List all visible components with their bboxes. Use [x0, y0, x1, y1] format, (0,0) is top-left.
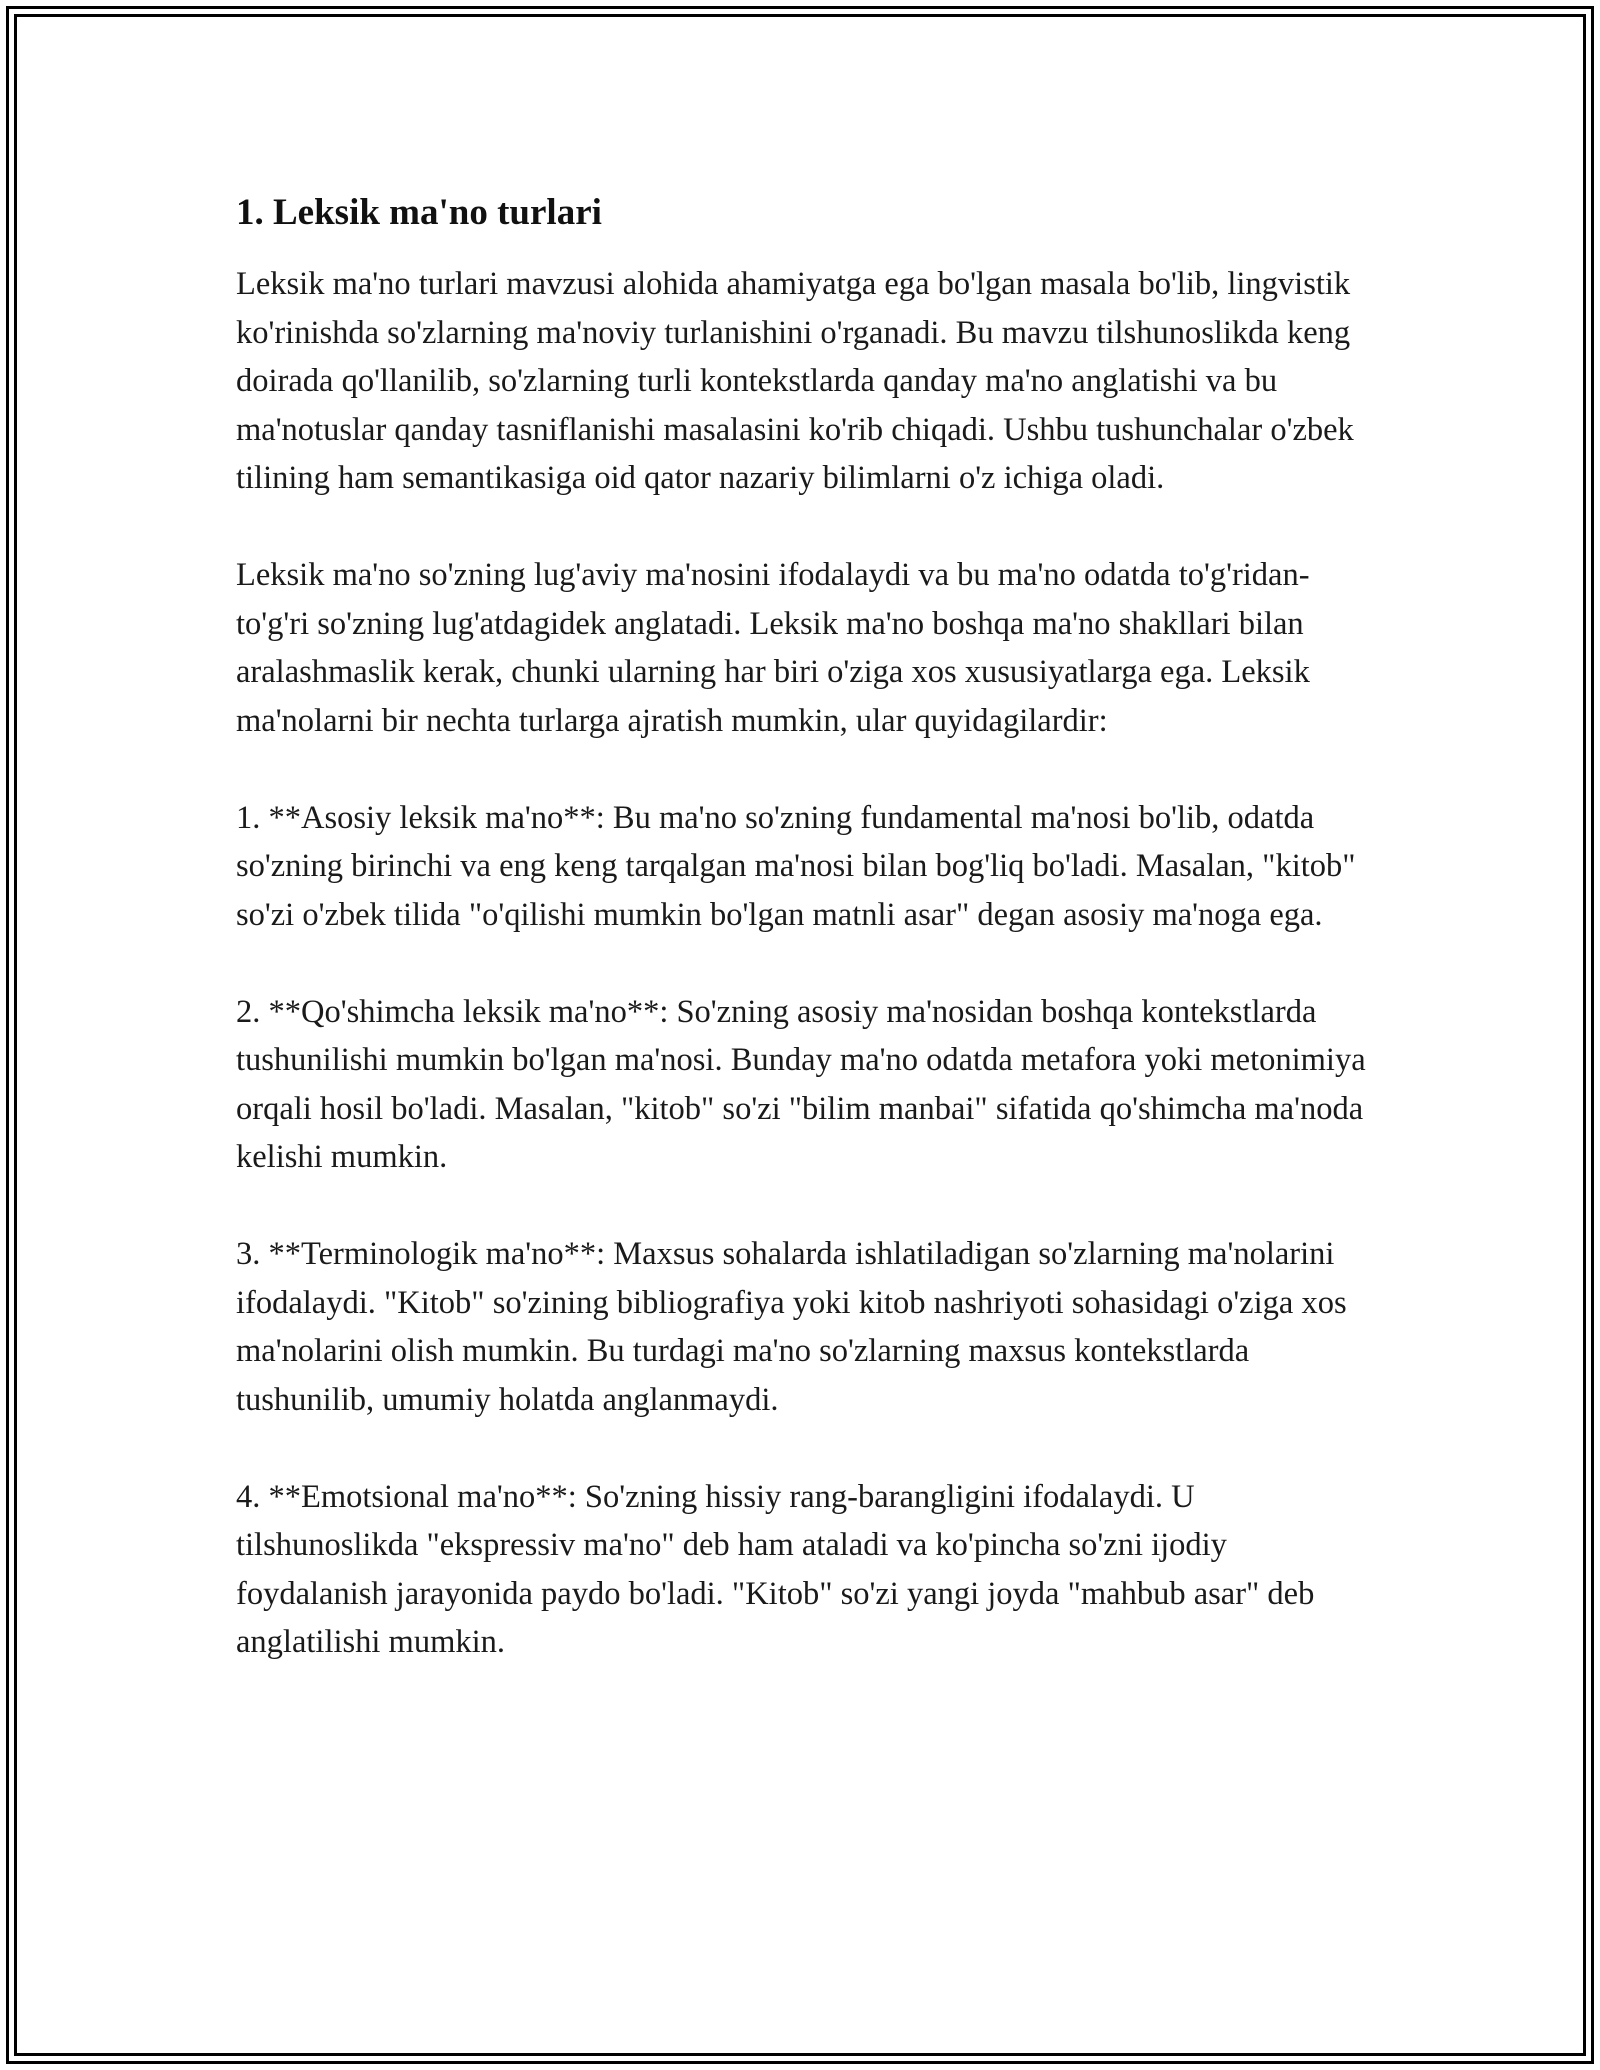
- list-item-basic-meaning: 1. **Asosiy leksik ma'no**: Bu ma'no so'zning fundamental ma'nosi bo'lib, odatda so'zning birinchi va eng keng tarqalgan ma'nosi bilan bog'liq bo'ladi. Masalan, "kitob" so'zi o'zbek tilida "o'qilishi mumkin bo'lgan matnli asar" degan asosiy ma'noga ega.: [236, 799, 1356, 933]
- list-item-emotional-meaning: 4. **Emotsional ma'no**: So'zning hissiy rang-barangligini ifodalaydi. U tilshunoslikda "ekspressiv ma'no" deb ham ataladi va ko'pincha so'zni ijodiy foydalanish jarayonida paydo bo'ladi. "Kitob" so'zi yangi joyda "mahbub asar" deb anglatilishi mumkin.: [236, 1478, 1315, 1660]
- intro-paragraph: Leksik ma'no turlari mavzusi alohida ahamiyatga ega bo'lgan masala bo'lib, lingvistik ko'rinishda so'zlarning ma'noviy turlanishini o'rganadi. Bu mavzu tilshunoslikda keng doirada qo'llanilib, so'zlarning turli kontekstlarda qanday ma'no anglatishi va bu ma'notuslar qanday tasniflanishi masalasini ko'rib chiqadi. Ushbu tushunchalar o'zbek tilining ham semantikasiga oid qator nazariy bilimlarni o'z ichiga oladi.: [236, 266, 1354, 496]
- section-heading: 1. Leksik ma'no turlari: [236, 192, 602, 233]
- document-body: [236, 188, 1376, 1715]
- list-item-additional-meaning: 2. **Qo'shimcha leksik ma'no**: So'zning asosiy ma'nosidan boshqa kontekstlarda tushunilishi mumkin bo'lgan ma'nosi. Bunday ma'no odatda metafora yoki metonimiya orqali hosil bo'ladi. Masalan, "kitob" so'zi "bilim manbai" sifatida qo'shimcha ma'noda kelishi mumkin.: [236, 993, 1366, 1175]
- definition-paragraph: Leksik ma'no so'zning lug'aviy ma'nosini ifodalaydi va bu ma'no odatda to'g'ridan-to'g'ri so'zning lug'atdagidek anglatadi. Leksik ma'no boshqa ma'no shakllari bilan aralashmaslik kerak, chunki ularning har biri o'ziga xos xususiyatlarga ega. Leksik ma'nolarni bir nechta turlarga ajratish mumkin, ular quyidagilardir:: [236, 557, 1310, 739]
- list-item-terminological-meaning: 3. **Terminologik ma'no**: Maxsus sohalarda ishlatiladigan so'zlarning ma'nolarini ifodalaydi. "Kitob" so'zining bibliografiya yoki kitob nashriyoti sohasidagi o'ziga xos ma'nolarini olish mumkin. Bu turdagi ma'no so'zlarning maxsus kontekstlarda tushunilib, umumiy holatda anglanmaydi.: [236, 1236, 1347, 1418]
